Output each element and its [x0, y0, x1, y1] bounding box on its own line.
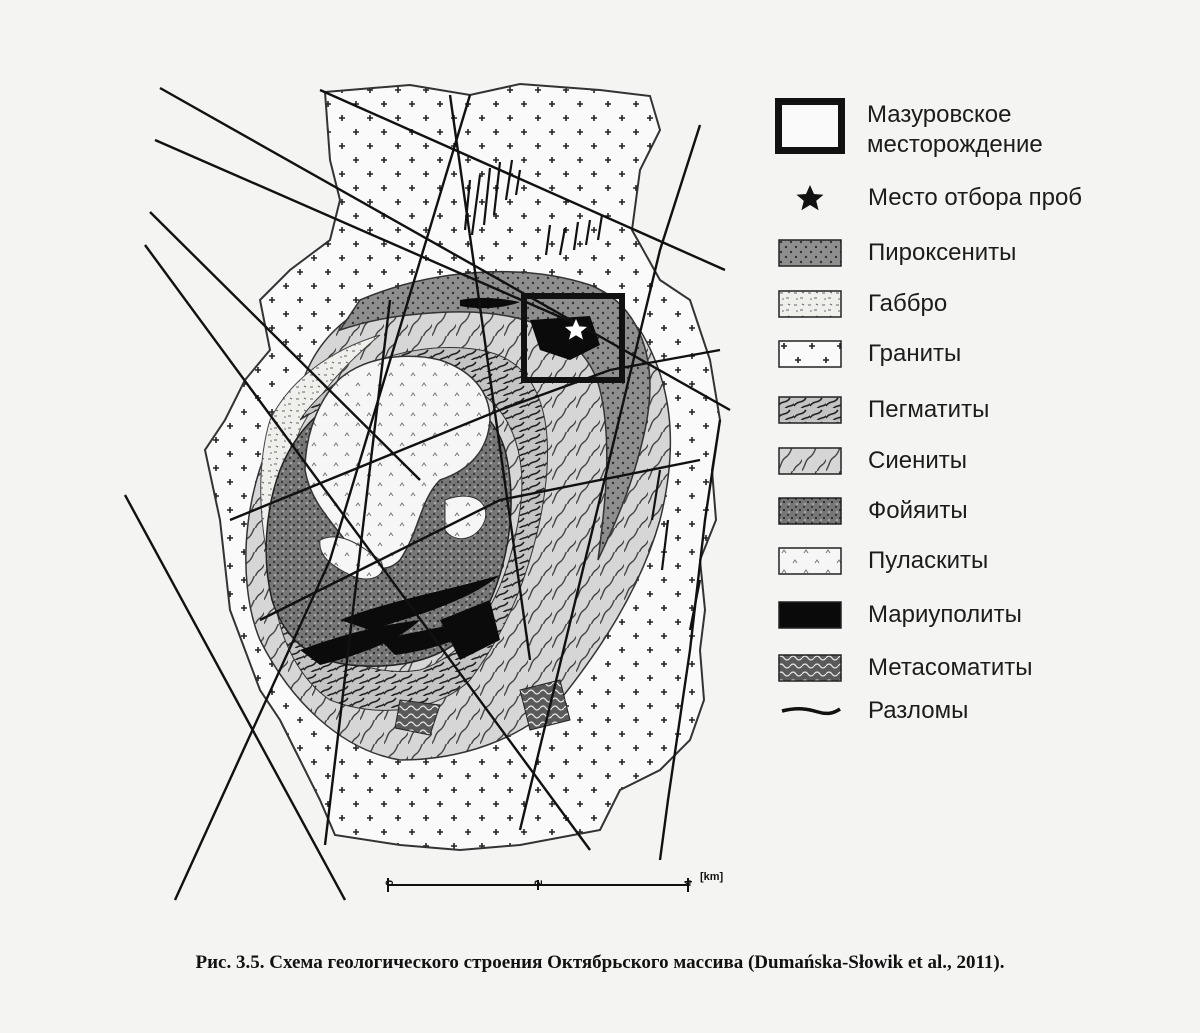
- star-icon: [778, 184, 842, 212]
- legend-item-mariupolite: Мариуполиты: [778, 595, 1022, 635]
- legend-deposit-label: Мазуровское месторождение: [867, 101, 1043, 158]
- foyaite-swatch: [778, 497, 842, 525]
- legend-item-foyaite: Фойяиты: [778, 491, 968, 531]
- deposit-box-icon: [775, 98, 845, 154]
- legend-item-pyroxenite: Пироксениты: [778, 233, 1016, 273]
- scale-tick-0: 0: [384, 879, 396, 886]
- mariupolite-swatch: [778, 601, 842, 629]
- legend-item-pulaskite: Пуласкиты: [778, 541, 988, 581]
- scale-unit: [km]: [700, 871, 724, 883]
- legend-item-pegmatite: Пегматиты: [778, 390, 989, 430]
- scale-tick-4: 4: [683, 879, 695, 886]
- scale-tick-2: 2: [533, 879, 545, 886]
- pegmatite-swatch: [778, 396, 842, 424]
- legend-item-granite: Граниты: [778, 334, 961, 374]
- metasomatite-swatch: [778, 654, 842, 682]
- granite-swatch: [778, 340, 842, 368]
- legend-item-syenite: Сиениты: [778, 441, 967, 481]
- pyroxenite-swatch: [778, 239, 842, 267]
- pulaskite-swatch: [778, 547, 842, 575]
- legend-item-metasomatite: Метасоматиты: [778, 648, 1032, 688]
- figure-caption: Рис. 3.5. Схема геологического строения Октябрьского массива (Dumańska-Słowik et al., 2011).: [195, 952, 1005, 973]
- legend-item-gabbro: Габбро: [778, 284, 947, 324]
- fault-line-icon: [778, 697, 842, 725]
- legend-item-sample: Место отбора проб: [778, 178, 1082, 218]
- gabbro-swatch: [778, 290, 842, 318]
- legend-item-fault: Разломы: [778, 691, 968, 731]
- syenite-swatch: [778, 447, 842, 475]
- legend-deposit: [775, 98, 1043, 158]
